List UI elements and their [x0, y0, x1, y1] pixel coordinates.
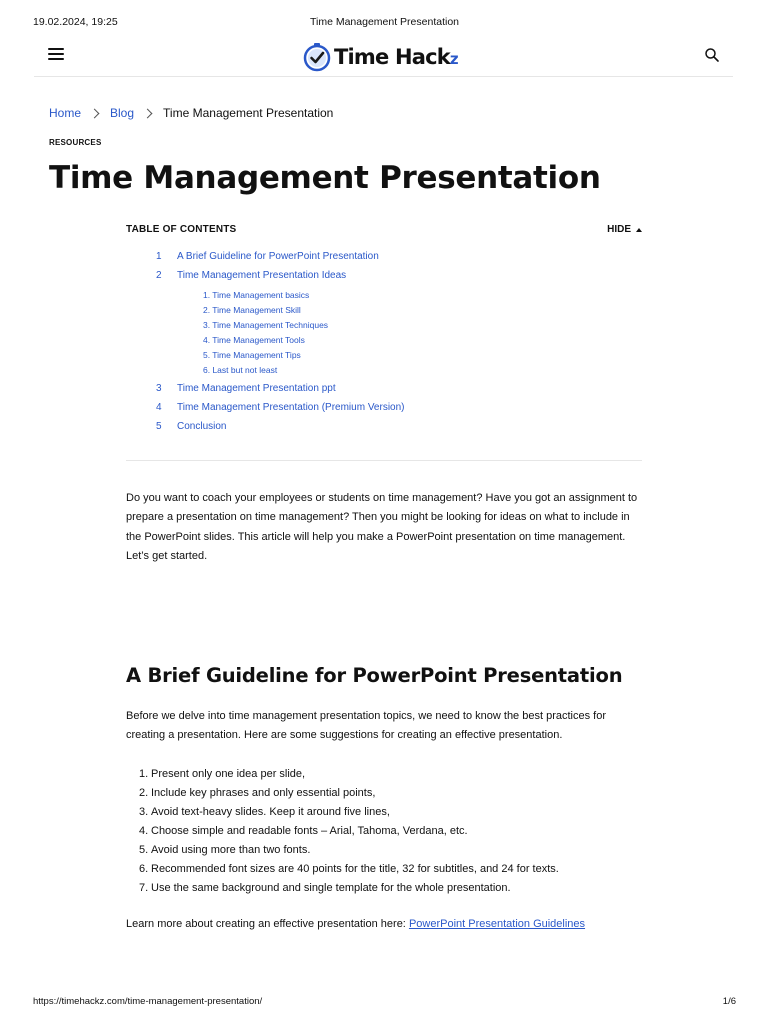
toc-item-number: 4: [156, 402, 162, 413]
print-page-number: 1/6: [722, 996, 736, 1007]
breadcrumb-home-link[interactable]: Home: [49, 106, 82, 120]
list-item: [139, 860, 639, 879]
toc-item-number: 3: [156, 383, 162, 394]
logo-text-main: Time Hack: [334, 45, 450, 69]
category-label[interactable]: RESOURCES: [49, 138, 102, 147]
page-title: Time Management Presentation: [49, 160, 601, 196]
print-url: https://timehackz.com/time-management-presentation/: [33, 996, 263, 1007]
print-document-title: Time Management Presentation: [309, 16, 460, 28]
breadcrumb: [49, 105, 333, 121]
section-paragraph: Before we delve into time management presentation topics, we need to know the best practices for creating a presentation. Here are some suggestions for creating an effective presentation.: [126, 710, 606, 742]
toc-subitem[interactable]: 5. Time Management Tips: [203, 350, 301, 360]
list-item-text: Choose simple and readable fonts – Arial, Tahoma, Verdana, etc.: [151, 825, 468, 837]
toc-heading: TABLE OF CONTENTS: [126, 224, 237, 235]
table-of-contents: [126, 222, 642, 461]
list-item-text: Use the same background and single template for the whole presentation.: [151, 882, 511, 894]
caret-up-icon: [636, 228, 642, 232]
list-item-number: 1.: [139, 768, 149, 780]
hamburger-menu-icon[interactable]: [48, 48, 64, 62]
list-item-number: 2.: [139, 787, 149, 799]
toc-item-label: Time Management Presentation Ideas: [177, 270, 347, 281]
list-item: [139, 841, 639, 860]
list-item: [139, 803, 639, 822]
site-header: [34, 40, 733, 77]
chevron-right-icon: [90, 108, 100, 118]
list-item: [139, 784, 639, 803]
list-item-text: Include key phrases and only essential points,: [151, 787, 376, 799]
print-datetime: 19.02.2024, 19:25: [33, 16, 118, 28]
toc-item[interactable]: [156, 251, 379, 262]
toc-hide-toggle[interactable]: [607, 224, 642, 235]
toc-subitem[interactable]: 4. Time Management Tools: [203, 335, 305, 345]
toc-subitem[interactable]: 2. Time Management Skill: [203, 305, 301, 315]
list-item-text: Recommended font sizes are 40 points for the title, 32 for subtitles, and 24 for texts.: [151, 863, 559, 875]
print-footer: [33, 996, 736, 1010]
list-item-number: 3.: [139, 806, 149, 818]
list-item-number: 6.: [139, 863, 149, 875]
toc-hide-label: HIDE: [607, 224, 631, 235]
toc-item-label: Conclusion: [177, 421, 227, 432]
toc-item[interactable]: [156, 270, 346, 281]
breadcrumb-current: Time Management Presentation: [163, 106, 334, 120]
toc-subitem[interactable]: 6. Last but not least: [203, 365, 278, 375]
toc-item-number: 5: [156, 421, 162, 432]
list-item-number: 7.: [139, 882, 149, 894]
logo-text: [334, 45, 458, 69]
list-item: [139, 765, 639, 784]
list-item: [139, 822, 639, 841]
learn-more-paragraph: [126, 918, 585, 930]
list-item-number: 4.: [139, 825, 149, 837]
toc-item[interactable]: [156, 383, 336, 394]
chevron-right-icon: [143, 108, 153, 118]
toc-item-number: 2: [156, 270, 162, 281]
toc-item-label: Time Management Presentation ppt: [177, 383, 336, 394]
breadcrumb-blog-link[interactable]: Blog: [110, 106, 135, 120]
toc-subitem[interactable]: 3. Time Management Techniques: [203, 320, 329, 330]
section-heading: A Brief Guideline for PowerPoint Presentation: [126, 664, 623, 687]
toc-subitem[interactable]: 1. Time Management basics: [203, 290, 310, 300]
list-item-number: 5.: [139, 844, 149, 856]
search-icon[interactable]: [704, 47, 720, 63]
toc-item-number: 1: [156, 251, 162, 262]
site-logo[interactable]: [302, 41, 458, 73]
toc-item[interactable]: [156, 421, 226, 432]
toc-item-label: A Brief Guideline for PowerPoint Presentation: [177, 251, 379, 262]
list-item-text: Present only one idea per slide,: [151, 768, 306, 780]
guideline-list: [139, 765, 639, 898]
print-header: [33, 16, 736, 30]
list-item-text: Avoid using more than two fonts.: [151, 844, 311, 856]
learn-more-text: Learn more about creating an effective presentation here:: [126, 918, 409, 930]
list-item: [139, 879, 639, 898]
powerpoint-guidelines-link[interactable]: PowerPoint Presentation Guidelines: [408, 918, 586, 930]
list-item-text: Avoid text-heavy slides. Keep it around five lines,: [151, 806, 390, 818]
toc-item[interactable]: [156, 402, 405, 413]
clock-check-icon: [302, 42, 332, 72]
toc-item-label: Time Management Presentation (Premium Version): [177, 402, 405, 413]
intro-paragraph: Do you want to coach your employees or students on time management? Have you got an assignment to prepare a presentation on time management? Then you might be looking for ideas on what to include in the PowerPoint slides. This article will help you make a PowerPoint presentation on time management. Let’s get started.: [126, 492, 638, 562]
logo-text-z: z: [449, 50, 458, 68]
